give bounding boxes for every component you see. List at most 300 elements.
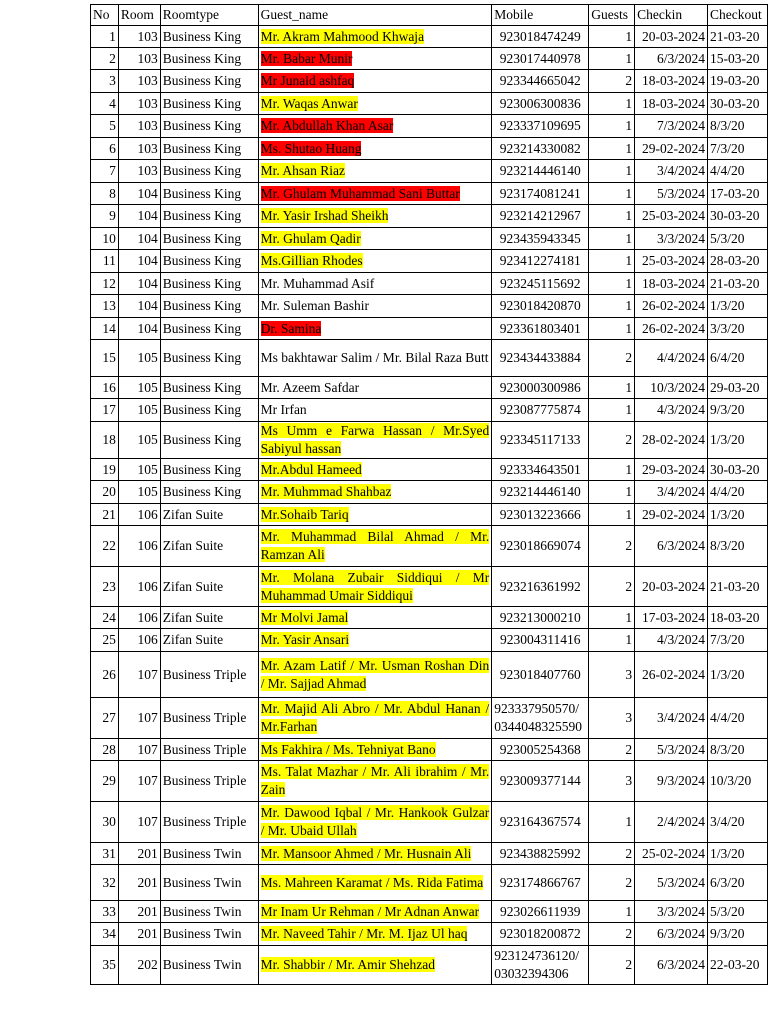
cell-no[interactable]: 18 bbox=[91, 422, 119, 459]
cell-checkout[interactable]: 18-03-20 bbox=[708, 607, 768, 629]
cell-checkin[interactable]: 4/3/2024 bbox=[635, 399, 708, 422]
cell-guest-name[interactable] bbox=[258, 865, 492, 901]
cell-no[interactable]: 23 bbox=[91, 567, 119, 607]
cell-room[interactable]: 107 bbox=[118, 802, 160, 843]
cell-room[interactable]: 106 bbox=[118, 504, 160, 526]
guest-name-text: Mr Irfan bbox=[260, 402, 307, 417]
cell-no[interactable]: 34 bbox=[91, 923, 119, 946]
cell-no[interactable]: 16 bbox=[91, 377, 119, 399]
cell-guests[interactable]: 1 bbox=[589, 629, 635, 652]
cell-guest-name[interactable] bbox=[258, 377, 492, 399]
cell-guest-name[interactable] bbox=[258, 318, 492, 340]
cell-checkout[interactable]: 30-03-20 bbox=[708, 93, 768, 115]
cell-guest-name[interactable] bbox=[258, 26, 492, 48]
cell-roomtype[interactable]: Business King bbox=[160, 228, 258, 250]
cell-checkin[interactable]: 17-03-2024 bbox=[635, 607, 708, 629]
guest-name-text: Dr. Samina bbox=[260, 320, 322, 336]
cell-no[interactable]: 28 bbox=[91, 739, 119, 761]
cell-guests[interactable]: 3 bbox=[589, 698, 635, 739]
cell-no[interactable]: 11 bbox=[91, 250, 119, 273]
cell-mobile[interactable]: 923213000210 bbox=[492, 607, 589, 629]
cell-no[interactable]: 15 bbox=[91, 340, 119, 377]
cell-roomtype[interactable]: Business King bbox=[160, 115, 258, 138]
cell-mobile[interactable]: 923337109695 bbox=[492, 115, 589, 138]
cell-roomtype[interactable]: Business King bbox=[160, 422, 258, 459]
cell-no[interactable]: 33 bbox=[91, 901, 119, 923]
cell-no[interactable]: 24 bbox=[91, 607, 119, 629]
cell-guest-name[interactable] bbox=[258, 250, 492, 273]
cell-checkout[interactable]: 7/3/20 bbox=[708, 629, 768, 652]
cell-guest-name[interactable] bbox=[258, 228, 492, 250]
cell-checkout[interactable]: 8/3/20 bbox=[708, 739, 768, 761]
cell-checkin[interactable]: 5/3/2024 bbox=[635, 739, 708, 761]
cell-guest-name[interactable] bbox=[258, 607, 492, 629]
cell-no[interactable]: 26 bbox=[91, 652, 119, 698]
cell-checkout[interactable]: 21-03-20 bbox=[708, 273, 768, 295]
cell-checkin[interactable]: 4/4/2024 bbox=[635, 340, 708, 377]
cell-guests[interactable]: 1 bbox=[589, 295, 635, 318]
cell-checkin[interactable]: 26-02-2024 bbox=[635, 295, 708, 318]
cell-mobile[interactable]: 923214446140 bbox=[492, 160, 589, 183]
cell-no[interactable]: 35 bbox=[91, 946, 119, 985]
cell-checkin[interactable]: 25-03-2024 bbox=[635, 250, 708, 273]
cell-guests[interactable]: 1 bbox=[589, 228, 635, 250]
cell-checkout[interactable]: 29-03-20 bbox=[708, 377, 768, 399]
cell-checkin[interactable]: 18-03-2024 bbox=[635, 273, 708, 295]
cell-roomtype[interactable]: Business King bbox=[160, 295, 258, 318]
cell-guest-name[interactable] bbox=[258, 923, 492, 946]
cell-mobile[interactable]: 923435943345 bbox=[492, 228, 589, 250]
cell-mobile[interactable]: 923017440978 bbox=[492, 48, 589, 70]
cell-no[interactable]: 31 bbox=[91, 843, 119, 865]
cell-checkout[interactable]: 22-03-20 bbox=[708, 946, 768, 985]
table-row bbox=[91, 422, 768, 459]
cell-guests[interactable]: 1 bbox=[589, 26, 635, 48]
cell-checkout[interactable]: 28-03-20 bbox=[708, 250, 768, 273]
cell-guest-name[interactable] bbox=[258, 526, 492, 567]
cell-checkout[interactable]: 4/4/20 bbox=[708, 481, 768, 504]
cell-no[interactable]: 21 bbox=[91, 504, 119, 526]
cell-mobile[interactable]: 923013223666 bbox=[492, 504, 589, 526]
cell-mobile[interactable]: 923214212967 bbox=[492, 205, 589, 228]
cell-checkin[interactable]: 3/4/2024 bbox=[635, 698, 708, 739]
cell-guest-name[interactable] bbox=[258, 761, 492, 802]
cell-guests[interactable]: 1 bbox=[589, 802, 635, 843]
cell-checkout[interactable]: 6/4/20 bbox=[708, 340, 768, 377]
cell-guests[interactable]: 2 bbox=[589, 526, 635, 567]
cell-checkin[interactable]: 20-03-2024 bbox=[635, 567, 708, 607]
cell-mobile[interactable]: 923434433884 bbox=[492, 340, 589, 377]
cell-roomtype[interactable]: Business King bbox=[160, 377, 258, 399]
cell-checkin[interactable]: 26-02-2024 bbox=[635, 652, 708, 698]
cell-checkout[interactable]: 15-03-20 bbox=[708, 48, 768, 70]
cell-checkin[interactable]: 29-02-2024 bbox=[635, 138, 708, 160]
cell-room[interactable]: 105 bbox=[118, 422, 160, 459]
cell-guests[interactable]: 3 bbox=[589, 761, 635, 802]
cell-guest-name[interactable] bbox=[258, 399, 492, 422]
cell-room[interactable]: 105 bbox=[118, 340, 160, 377]
cell-roomtype[interactable]: Business King bbox=[160, 160, 258, 183]
cell-room[interactable]: 103 bbox=[118, 160, 160, 183]
cell-roomtype[interactable]: Business King bbox=[160, 459, 258, 481]
cell-checkin[interactable]: 26-02-2024 bbox=[635, 318, 708, 340]
cell-no[interactable]: 17 bbox=[91, 399, 119, 422]
cell-room[interactable]: 107 bbox=[118, 761, 160, 802]
cell-guests[interactable]: 1 bbox=[589, 377, 635, 399]
cell-guest-name[interactable] bbox=[258, 698, 492, 739]
cell-checkin[interactable]: 3/4/2024 bbox=[635, 160, 708, 183]
cell-checkin[interactable]: 2/4/2024 bbox=[635, 802, 708, 843]
cell-checkin[interactable]: 28-02-2024 bbox=[635, 422, 708, 459]
cell-checkout[interactable]: 7/3/20 bbox=[708, 138, 768, 160]
cell-no[interactable]: 6 bbox=[91, 138, 119, 160]
cell-room[interactable]: 105 bbox=[118, 459, 160, 481]
cell-guest-name[interactable] bbox=[258, 205, 492, 228]
cell-mobile[interactable]: 923344665042 bbox=[492, 70, 589, 93]
cell-checkin[interactable]: 3/3/2024 bbox=[635, 228, 708, 250]
cell-roomtype[interactable]: Business King bbox=[160, 273, 258, 295]
cell-room[interactable]: 201 bbox=[118, 865, 160, 901]
cell-roomtype[interactable]: Business Twin bbox=[160, 843, 258, 865]
cell-no[interactable]: 9 bbox=[91, 205, 119, 228]
cell-guests[interactable]: 2 bbox=[589, 70, 635, 93]
cell-guests[interactable]: 1 bbox=[589, 481, 635, 504]
cell-guests[interactable]: 1 bbox=[589, 138, 635, 160]
cell-checkout[interactable]: 5/3/20 bbox=[708, 228, 768, 250]
cell-roomtype[interactable]: Business Twin bbox=[160, 946, 258, 985]
cell-no[interactable]: 14 bbox=[91, 318, 119, 340]
cell-no[interactable]: 27 bbox=[91, 698, 119, 739]
cell-roomtype[interactable]: Business Triple bbox=[160, 652, 258, 698]
cell-mobile[interactable]: 923087775874 bbox=[492, 399, 589, 422]
table-row bbox=[91, 652, 768, 698]
cell-roomtype[interactable]: Business King bbox=[160, 340, 258, 377]
cell-no[interactable]: 22 bbox=[91, 526, 119, 567]
cell-guests[interactable]: 2 bbox=[589, 422, 635, 459]
cell-mobile[interactable]: 923245115692 bbox=[492, 273, 589, 295]
guest-name-text: Ms. Shutao Huang bbox=[260, 140, 362, 156]
cell-checkin[interactable]: 18-03-2024 bbox=[635, 93, 708, 115]
cell-checkout[interactable]: 19-03-20 bbox=[708, 70, 768, 93]
cell-checkin[interactable]: 5/3/2024 bbox=[635, 865, 708, 901]
cell-guest-name[interactable] bbox=[258, 739, 492, 761]
cell-roomtype[interactable]: Business King bbox=[160, 70, 258, 93]
cell-guest-name[interactable] bbox=[258, 70, 492, 93]
cell-room[interactable]: 103 bbox=[118, 93, 160, 115]
cell-mobile[interactable]: 923006300836 bbox=[492, 93, 589, 115]
cell-checkout[interactable]: 4/4/20 bbox=[708, 698, 768, 739]
column-header-guest-name[interactable]: Guest_name bbox=[258, 5, 492, 26]
cell-checkin[interactable]: 4/3/2024 bbox=[635, 629, 708, 652]
cell-guest-name[interactable] bbox=[258, 340, 492, 377]
cell-checkin[interactable]: 3/4/2024 bbox=[635, 481, 708, 504]
cell-guests[interactable]: 2 bbox=[589, 865, 635, 901]
cell-mobile[interactable]: 923164367574 bbox=[492, 802, 589, 843]
cell-roomtype[interactable]: Business Twin bbox=[160, 865, 258, 901]
cell-mobile[interactable]: 923000300986 bbox=[492, 377, 589, 399]
cell-mobile[interactable]: 923018407760 bbox=[492, 652, 589, 698]
cell-checkout[interactable]: 21-03-20 bbox=[708, 26, 768, 48]
cell-guests[interactable]: 2 bbox=[589, 923, 635, 946]
cell-guest-name[interactable] bbox=[258, 901, 492, 923]
cell-checkout[interactable]: 4/4/20 bbox=[708, 160, 768, 183]
cell-checkout[interactable]: 3/3/20 bbox=[708, 318, 768, 340]
cell-no[interactable]: 32 bbox=[91, 865, 119, 901]
cell-room[interactable]: 104 bbox=[118, 250, 160, 273]
cell-roomtype[interactable]: Business King bbox=[160, 250, 258, 273]
cell-checkout[interactable]: 5/3/20 bbox=[708, 901, 768, 923]
cell-checkout[interactable]: 8/3/20 bbox=[708, 526, 768, 567]
cell-checkout[interactable]: 3/4/20 bbox=[708, 802, 768, 843]
cell-guests[interactable]: 2 bbox=[589, 946, 635, 985]
cell-room[interactable]: 103 bbox=[118, 26, 160, 48]
cell-guests[interactable]: 1 bbox=[589, 160, 635, 183]
cell-guests[interactable]: 1 bbox=[589, 318, 635, 340]
cell-guests[interactable]: 1 bbox=[589, 399, 635, 422]
cell-no[interactable]: 5 bbox=[91, 115, 119, 138]
cell-guest-name[interactable] bbox=[258, 802, 492, 843]
table-row bbox=[91, 205, 768, 228]
table-row bbox=[91, 183, 768, 205]
cell-room[interactable]: 104 bbox=[118, 273, 160, 295]
cell-checkin[interactable]: 6/3/2024 bbox=[635, 526, 708, 567]
cell-no[interactable]: 4 bbox=[91, 93, 119, 115]
cell-mobile[interactable]: 923018474249 bbox=[492, 26, 589, 48]
cell-checkout[interactable]: 30-03-20 bbox=[708, 205, 768, 228]
cell-no[interactable]: 1 bbox=[91, 26, 119, 48]
cell-checkout[interactable]: 9/3/20 bbox=[708, 399, 768, 422]
cell-roomtype[interactable]: Business King bbox=[160, 26, 258, 48]
cell-guests[interactable]: 1 bbox=[589, 459, 635, 481]
cell-no[interactable]: 13 bbox=[91, 295, 119, 318]
cell-checkin[interactable]: 6/3/2024 bbox=[635, 48, 708, 70]
cell-no[interactable]: 10 bbox=[91, 228, 119, 250]
cell-room[interactable]: 106 bbox=[118, 629, 160, 652]
cell-room[interactable]: 201 bbox=[118, 923, 160, 946]
cell-no[interactable]: 3 bbox=[91, 70, 119, 93]
cell-guest-name[interactable] bbox=[258, 629, 492, 652]
cell-no[interactable]: 2 bbox=[91, 48, 119, 70]
cell-checkout[interactable]: 1/3/20 bbox=[708, 295, 768, 318]
cell-guest-name[interactable] bbox=[258, 115, 492, 138]
cell-guests[interactable]: 2 bbox=[589, 340, 635, 377]
cell-checkout[interactable]: 30-03-20 bbox=[708, 459, 768, 481]
cell-roomtype[interactable]: Business King bbox=[160, 205, 258, 228]
cell-roomtype[interactable]: Business Twin bbox=[160, 901, 258, 923]
cell-guest-name[interactable] bbox=[258, 138, 492, 160]
cell-checkin[interactable]: 18-03-2024 bbox=[635, 70, 708, 93]
cell-checkin[interactable]: 29-03-2024 bbox=[635, 459, 708, 481]
cell-room[interactable]: 103 bbox=[118, 70, 160, 93]
cell-guest-name[interactable] bbox=[258, 48, 492, 70]
cell-mobile[interactable]: 923214446140 bbox=[492, 481, 589, 504]
cell-roomtype[interactable]: Business Triple bbox=[160, 761, 258, 802]
cell-room[interactable]: 104 bbox=[118, 295, 160, 318]
cell-roomtype[interactable]: Zifan Suite bbox=[160, 607, 258, 629]
cell-guests[interactable]: 1 bbox=[589, 115, 635, 138]
cell-guests[interactable]: 2 bbox=[589, 739, 635, 761]
cell-room[interactable]: 104 bbox=[118, 205, 160, 228]
cell-room[interactable]: 202 bbox=[118, 946, 160, 985]
cell-room[interactable]: 106 bbox=[118, 526, 160, 567]
cell-roomtype[interactable]: Zifan Suite bbox=[160, 526, 258, 567]
cell-guests[interactable]: 3 bbox=[589, 652, 635, 698]
cell-checkin[interactable]: 6/3/2024 bbox=[635, 923, 708, 946]
cell-checkin[interactable]: 25-03-2024 bbox=[635, 205, 708, 228]
cell-checkout[interactable]: 10/3/20 bbox=[708, 761, 768, 802]
column-header-checkin[interactable]: Checkin bbox=[635, 5, 708, 26]
cell-no[interactable]: 25 bbox=[91, 629, 119, 652]
cell-no[interactable]: 29 bbox=[91, 761, 119, 802]
cell-roomtype[interactable]: Business King bbox=[160, 183, 258, 205]
cell-guests[interactable]: 1 bbox=[589, 93, 635, 115]
cell-roomtype[interactable]: Business King bbox=[160, 318, 258, 340]
cell-room[interactable]: 103 bbox=[118, 48, 160, 70]
cell-roomtype[interactable]: Zifan Suite bbox=[160, 567, 258, 607]
cell-checkin[interactable]: 7/3/2024 bbox=[635, 115, 708, 138]
cell-checkout[interactable]: 21-03-20 bbox=[708, 567, 768, 607]
cell-checkin[interactable]: 9/3/2024 bbox=[635, 761, 708, 802]
cell-room[interactable]: 107 bbox=[118, 698, 160, 739]
cell-guest-name[interactable] bbox=[258, 946, 492, 985]
cell-guest-name[interactable] bbox=[258, 459, 492, 481]
column-header-no[interactable]: No bbox=[91, 5, 119, 26]
cell-mobile[interactable]: 923438825992 bbox=[492, 843, 589, 865]
cell-checkout[interactable]: 9/3/20 bbox=[708, 923, 768, 946]
cell-room[interactable]: 103 bbox=[118, 115, 160, 138]
column-header-mobile[interactable]: Mobile bbox=[492, 5, 589, 26]
cell-guest-name[interactable] bbox=[258, 183, 492, 205]
cell-roomtype[interactable]: Business King bbox=[160, 481, 258, 504]
cell-mobile[interactable]: 923124736120/ 03032394306 bbox=[492, 946, 589, 985]
cell-roomtype[interactable]: Business Triple bbox=[160, 802, 258, 843]
cell-room[interactable]: 106 bbox=[118, 567, 160, 607]
cell-guest-name[interactable] bbox=[258, 504, 492, 526]
cell-checkout[interactable]: 17-03-20 bbox=[708, 183, 768, 205]
cell-room[interactable]: 201 bbox=[118, 901, 160, 923]
cell-mobile[interactable]: 923216361992 bbox=[492, 567, 589, 607]
cell-mobile[interactable]: 923009377144 bbox=[492, 761, 589, 802]
cell-mobile[interactable]: 923018669074 bbox=[492, 526, 589, 567]
cell-mobile[interactable]: 923412274181 bbox=[492, 250, 589, 273]
guest-name-text: Mr. Ghulam Qadir bbox=[260, 230, 361, 246]
cell-guest-name[interactable] bbox=[258, 652, 492, 698]
cell-room[interactable]: 106 bbox=[118, 607, 160, 629]
cell-mobile[interactable]: 923361803401 bbox=[492, 318, 589, 340]
cell-mobile[interactable]: 923174081241 bbox=[492, 183, 589, 205]
cell-room[interactable]: 104 bbox=[118, 228, 160, 250]
cell-roomtype[interactable]: Zifan Suite bbox=[160, 629, 258, 652]
cell-guest-name[interactable] bbox=[258, 295, 492, 318]
cell-roomtype[interactable]: Zifan Suite bbox=[160, 504, 258, 526]
cell-mobile[interactable]: 923026611939 bbox=[492, 901, 589, 923]
cell-checkout[interactable]: 1/3/20 bbox=[708, 504, 768, 526]
table-row bbox=[91, 48, 768, 70]
cell-mobile[interactable]: 923018200872 bbox=[492, 923, 589, 946]
cell-checkout[interactable]: 1/3/20 bbox=[708, 843, 768, 865]
cell-roomtype[interactable]: Business King bbox=[160, 138, 258, 160]
cell-checkout[interactable]: 1/3/20 bbox=[708, 422, 768, 459]
cell-no[interactable]: 7 bbox=[91, 160, 119, 183]
cell-guests[interactable]: 2 bbox=[589, 843, 635, 865]
cell-guests[interactable]: 1 bbox=[589, 48, 635, 70]
cell-roomtype[interactable]: Business King bbox=[160, 399, 258, 422]
guest-name-text: Mr. Molana Zubair Siddiqui / Mr Muhammad Umair Siddiqui bbox=[260, 569, 490, 603]
cell-roomtype[interactable]: Business King bbox=[160, 48, 258, 70]
cell-roomtype[interactable]: Business Triple bbox=[160, 698, 258, 739]
cell-guests[interactable]: 1 bbox=[589, 273, 635, 295]
cell-checkin[interactable]: 20-03-2024 bbox=[635, 26, 708, 48]
cell-checkin[interactable]: 29-02-2024 bbox=[635, 504, 708, 526]
cell-room[interactable]: 104 bbox=[118, 318, 160, 340]
cell-room[interactable]: 201 bbox=[118, 843, 160, 865]
cell-mobile[interactable]: 923214330082 bbox=[492, 138, 589, 160]
cell-checkout[interactable]: 8/3/20 bbox=[708, 115, 768, 138]
cell-room[interactable]: 107 bbox=[118, 652, 160, 698]
cell-guests[interactable]: 1 bbox=[589, 607, 635, 629]
cell-mobile[interactable]: 923174866767 bbox=[492, 865, 589, 901]
guest-name-text: Mr. Babar Munir bbox=[260, 50, 353, 66]
cell-room[interactable]: 107 bbox=[118, 739, 160, 761]
cell-no[interactable]: 12 bbox=[91, 273, 119, 295]
cell-guests[interactable]: 1 bbox=[589, 205, 635, 228]
cell-no[interactable]: 19 bbox=[91, 459, 119, 481]
table-row bbox=[91, 698, 768, 739]
cell-room[interactable]: 103 bbox=[118, 138, 160, 160]
column-header-room[interactable]: Room bbox=[118, 5, 160, 26]
cell-mobile[interactable]: 923345117133 bbox=[492, 422, 589, 459]
cell-guest-name[interactable] bbox=[258, 160, 492, 183]
cell-checkin[interactable]: 3/3/2024 bbox=[635, 901, 708, 923]
cell-guest-name[interactable] bbox=[258, 481, 492, 504]
column-header-checkout[interactable]: Checkout bbox=[708, 5, 768, 26]
cell-mobile[interactable]: 923004311416 bbox=[492, 629, 589, 652]
cell-mobile[interactable]: 923005254368 bbox=[492, 739, 589, 761]
column-header-guests[interactable]: Guests bbox=[589, 5, 635, 26]
cell-guest-name[interactable] bbox=[258, 567, 492, 607]
cell-mobile[interactable]: 923337950570/ 0344048325590 bbox=[492, 698, 589, 739]
cell-checkin[interactable]: 6/3/2024 bbox=[635, 946, 708, 985]
cell-room[interactable]: 105 bbox=[118, 399, 160, 422]
cell-roomtype[interactable]: Business King bbox=[160, 93, 258, 115]
column-header-roomtype[interactable]: Roomtype bbox=[160, 5, 258, 26]
cell-checkin[interactable]: 25-02-2024 bbox=[635, 843, 708, 865]
cell-no[interactable]: 8 bbox=[91, 183, 119, 205]
cell-guest-name[interactable] bbox=[258, 273, 492, 295]
cell-guests[interactable]: 1 bbox=[589, 250, 635, 273]
cell-mobile[interactable]: 923334643501 bbox=[492, 459, 589, 481]
cell-guests[interactable]: 1 bbox=[589, 183, 635, 205]
cell-guest-name[interactable] bbox=[258, 422, 492, 459]
cell-guests[interactable]: 1 bbox=[589, 504, 635, 526]
cell-roomtype[interactable]: Business Twin bbox=[160, 923, 258, 946]
cell-room[interactable]: 104 bbox=[118, 183, 160, 205]
cell-roomtype[interactable]: Business Triple bbox=[160, 739, 258, 761]
cell-room[interactable]: 105 bbox=[118, 481, 160, 504]
cell-guest-name[interactable] bbox=[258, 93, 492, 115]
cell-guests[interactable]: 1 bbox=[589, 901, 635, 923]
cell-mobile[interactable]: 923018420870 bbox=[492, 295, 589, 318]
cell-no[interactable]: 20 bbox=[91, 481, 119, 504]
cell-checkout[interactable]: 6/3/20 bbox=[708, 865, 768, 901]
cell-guest-name[interactable] bbox=[258, 843, 492, 865]
cell-checkin[interactable]: 5/3/2024 bbox=[635, 183, 708, 205]
cell-room[interactable]: 105 bbox=[118, 377, 160, 399]
cell-no[interactable]: 30 bbox=[91, 802, 119, 843]
cell-checkin[interactable]: 10/3/2024 bbox=[635, 377, 708, 399]
cell-guests[interactable]: 2 bbox=[589, 567, 635, 607]
cell-checkout[interactable]: 1/3/20 bbox=[708, 652, 768, 698]
